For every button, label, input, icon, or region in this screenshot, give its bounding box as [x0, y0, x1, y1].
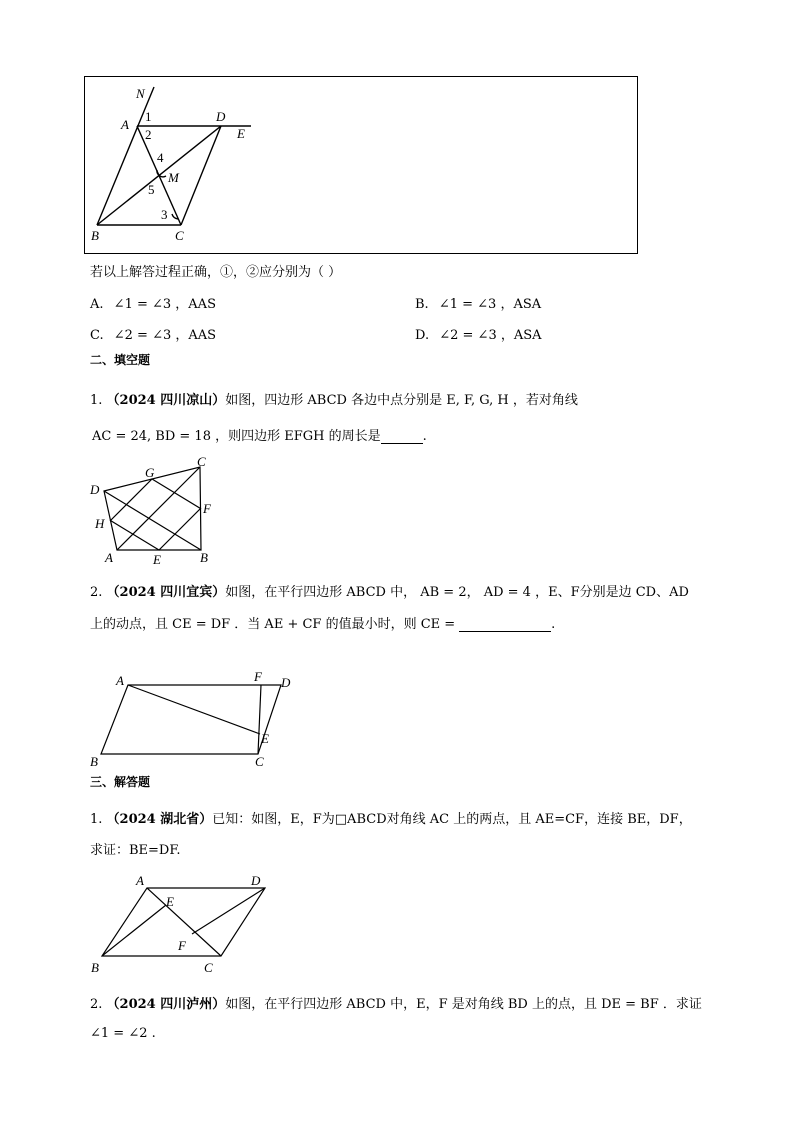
- label-F: F: [178, 938, 186, 953]
- q2-2-text-1: 如图，在平行四边形 ABCD 中， AB = 2， AD = 4 ，E、F分别是边 CD、AD: [225, 585, 689, 600]
- option-a-text: ∠1 = ∠3 ，AAS: [113, 297, 216, 312]
- angle-2-label: 2: [145, 127, 152, 142]
- option-b-letter: B.: [415, 297, 429, 312]
- label-C: C: [175, 228, 184, 243]
- label-E: E: [261, 731, 269, 746]
- answer-blank-q2-1[interactable]: [381, 428, 423, 444]
- label-B: B: [91, 960, 99, 975]
- q3-1-line2: 求证：BE=DF.: [90, 843, 181, 858]
- label-A: A: [105, 550, 113, 565]
- option-d-letter: D.: [415, 328, 430, 343]
- label-H: H: [95, 516, 105, 531]
- label-G: G: [145, 465, 155, 480]
- q2-1-number: 1.: [90, 393, 103, 408]
- label-A: A: [121, 117, 129, 132]
- label-D: D: [281, 675, 291, 690]
- option-d[interactable]: [415, 324, 542, 343]
- label-M: M: [168, 170, 179, 185]
- q2-1-source: （2024 四川凉山）: [106, 393, 226, 408]
- label-B: B: [90, 754, 98, 769]
- option-a[interactable]: [90, 293, 216, 312]
- parallelogram-figure-1: [84, 76, 644, 256]
- label-E: E: [237, 126, 245, 141]
- label-F: F: [203, 501, 211, 516]
- option-c-letter: C.: [90, 328, 104, 343]
- q3-1-source: （2024 湖北省）: [106, 812, 213, 827]
- label-D: D: [90, 482, 100, 497]
- section-3-title: 三、解答题: [90, 775, 151, 789]
- q2-2-number: 2.: [90, 585, 103, 600]
- q3-2-source: （2024 四川泸州）: [106, 997, 226, 1012]
- option-b[interactable]: [415, 293, 541, 312]
- question-stem: 若以上解答过程正确，①，②应分别为（ ）: [90, 265, 342, 280]
- q3-2-line1: [90, 993, 702, 1012]
- parallelogram-figure-2: [88, 668, 308, 772]
- label-N: N: [136, 86, 145, 101]
- label-E: E: [153, 552, 161, 567]
- label-A: A: [136, 873, 144, 888]
- section-2-title: 二、填空题: [90, 353, 151, 367]
- q2-1-line1: [90, 389, 578, 408]
- q3-2-text-1: 如图，在平行四边形 ABCD 中，E，F 是对角线 BD 上的点，且 DE = BF ．求证: [225, 997, 702, 1012]
- label-C: C: [255, 754, 264, 769]
- option-c-text: ∠2 = ∠3 ，AAS: [113, 328, 217, 343]
- q3-1-line1: [90, 808, 692, 827]
- angle-5-label: 5: [148, 182, 155, 197]
- q2-1-text-1: 如图，四边形 ABCD 各边中点分别是 E, F, G, H ，若对角线: [225, 393, 578, 408]
- q2-1-line2: [92, 425, 427, 444]
- label-E: E: [166, 894, 174, 909]
- label-C: C: [197, 454, 206, 469]
- q3-2-number: 2.: [90, 997, 103, 1012]
- angle-1-label: 1: [145, 109, 152, 124]
- q3-1-text-1: 已知：如图，E，F为□ABCD对角线 AC 上的两点，且 AE=CF，连接 BE，DF，: [212, 812, 692, 827]
- label-D: D: [216, 109, 226, 124]
- option-c[interactable]: [90, 324, 216, 343]
- quadrilateral-figure-efgh: [88, 452, 228, 568]
- q2-2-source: （2024 四川宜宾）: [106, 585, 226, 600]
- option-d-text: ∠2 = ∠3 ，ASA: [439, 328, 542, 343]
- q2-1-text-2: AC = 24, BD = 18 ，则四边形 EFGH 的周长是: [92, 429, 381, 444]
- q2-2-end: .: [551, 617, 556, 632]
- q2-1-end: .: [422, 429, 427, 444]
- angle-4-label: 4: [157, 150, 164, 165]
- option-a-letter: A.: [90, 297, 104, 312]
- label-A: A: [116, 673, 124, 688]
- label-C: C: [204, 960, 213, 975]
- q2-2-text-2: 上的动点，且 CE = DF ．当 AE + CF 的值最小时，则 CE =: [90, 617, 456, 632]
- label-F: F: [254, 669, 262, 684]
- q2-2-line1: [90, 581, 689, 600]
- q2-2-line2: [90, 613, 555, 632]
- label-D: D: [251, 873, 261, 888]
- label-B: B: [91, 228, 99, 243]
- option-b-text: ∠1 = ∠3 ，ASA: [438, 297, 542, 312]
- q3-2-line2: ∠1 = ∠2 .: [90, 1026, 156, 1041]
- answer-blank-q2-2[interactable]: [459, 616, 551, 632]
- q3-1-number: 1.: [90, 812, 103, 827]
- angle-3-label: 3: [161, 207, 168, 222]
- parallelogram-figure-3: [88, 870, 278, 976]
- label-B: B: [200, 550, 208, 565]
